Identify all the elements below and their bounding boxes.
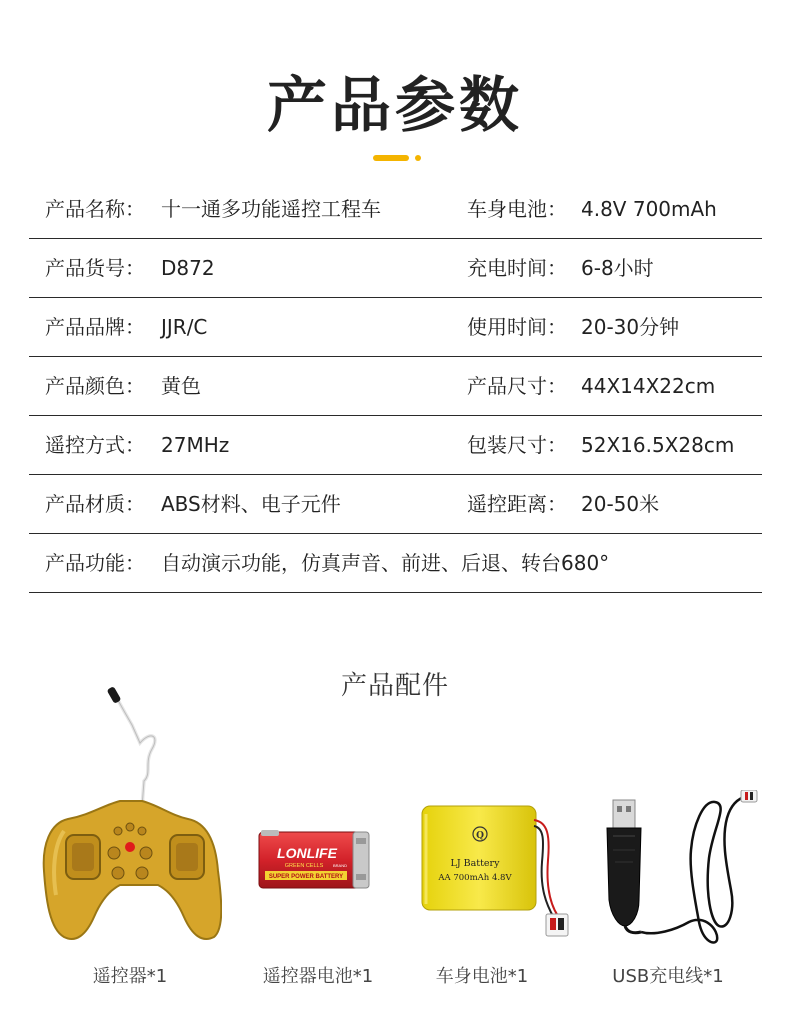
accessory-label: 遥控器电池*1 bbox=[262, 966, 374, 987]
spec-label: 产品功能： bbox=[45, 551, 145, 575]
spec-row bbox=[29, 475, 762, 534]
spec-value: 黄色 bbox=[161, 374, 201, 398]
spec-value: D872 bbox=[161, 256, 215, 280]
spec-value: 44X14X22cm bbox=[581, 374, 716, 398]
accessory-label: 车身电池*1 bbox=[435, 966, 529, 987]
accessory-label: 遥控器*1 bbox=[92, 966, 168, 987]
spec-value: 52X16.5X28cm bbox=[581, 433, 735, 457]
spec-label: 产品货号： bbox=[45, 256, 145, 280]
spec-value: 自动演示功能，仿真声音、前进、后退、转台680° bbox=[161, 551, 610, 575]
spec-label: 产品尺寸： bbox=[467, 374, 567, 398]
spec-value: 20-50米 bbox=[581, 492, 660, 516]
spec-label: 产品颜色： bbox=[45, 374, 145, 398]
spec-value: 27MHz bbox=[161, 433, 230, 457]
spec-label: 产品名称： bbox=[45, 197, 145, 221]
spec-value: 6-8小时 bbox=[581, 256, 654, 280]
battery-pack-icon bbox=[418, 800, 586, 950]
battery-brand: LONLIFE bbox=[277, 845, 337, 861]
usb-cable-icon bbox=[595, 790, 760, 948]
underline-dot bbox=[415, 155, 421, 161]
accessory-label: USB充电线*1 bbox=[612, 966, 724, 987]
accessories-title: 产品配件 bbox=[340, 671, 449, 701]
spec-label: 使用时间： bbox=[467, 315, 567, 339]
spec-row bbox=[29, 416, 762, 475]
battery-strip-text: SUPER POWER BATTERY bbox=[268, 874, 344, 880]
spec-row bbox=[29, 298, 762, 357]
spec-label: 充电时间： bbox=[467, 256, 567, 280]
pack-label-2: AA 700mAh 4.8V bbox=[438, 873, 512, 883]
underline-bar bbox=[373, 155, 409, 161]
spec-row bbox=[29, 534, 762, 593]
spec-value: ABS材料、电子元件 bbox=[161, 492, 341, 516]
spec-label: 产品材质： bbox=[45, 492, 145, 516]
page-title: 产品参数 bbox=[267, 71, 523, 141]
spec-row bbox=[29, 357, 762, 416]
remote-controller-icon bbox=[38, 685, 222, 950]
battery-brand-mark: BRAND bbox=[333, 863, 348, 868]
title-underline-decoration bbox=[373, 155, 433, 161]
pack-label-1: LJ Battery bbox=[450, 858, 500, 869]
spec-row bbox=[29, 239, 762, 298]
spec-table bbox=[29, 180, 762, 593]
spec-label: 遥控距离： bbox=[467, 492, 567, 516]
battery-brand-sub: GREEN CELLS bbox=[284, 863, 324, 869]
spec-value: 4.8V 700mAh bbox=[581, 197, 717, 221]
spec-value: 20-30分钟 bbox=[581, 315, 680, 339]
spec-label: 产品品牌： bbox=[45, 315, 145, 339]
svg-text:Q: Q bbox=[476, 831, 484, 841]
spec-label: 遥控方式： bbox=[45, 433, 145, 457]
spec-value: JJR/C bbox=[161, 315, 208, 339]
9v-battery-icon bbox=[253, 826, 373, 892]
spec-label: 车身电池： bbox=[467, 197, 567, 221]
spec-label: 包装尺寸： bbox=[467, 433, 567, 457]
spec-row bbox=[29, 180, 762, 239]
spec-value: 十一通多功能遥控工程车 bbox=[161, 197, 381, 221]
